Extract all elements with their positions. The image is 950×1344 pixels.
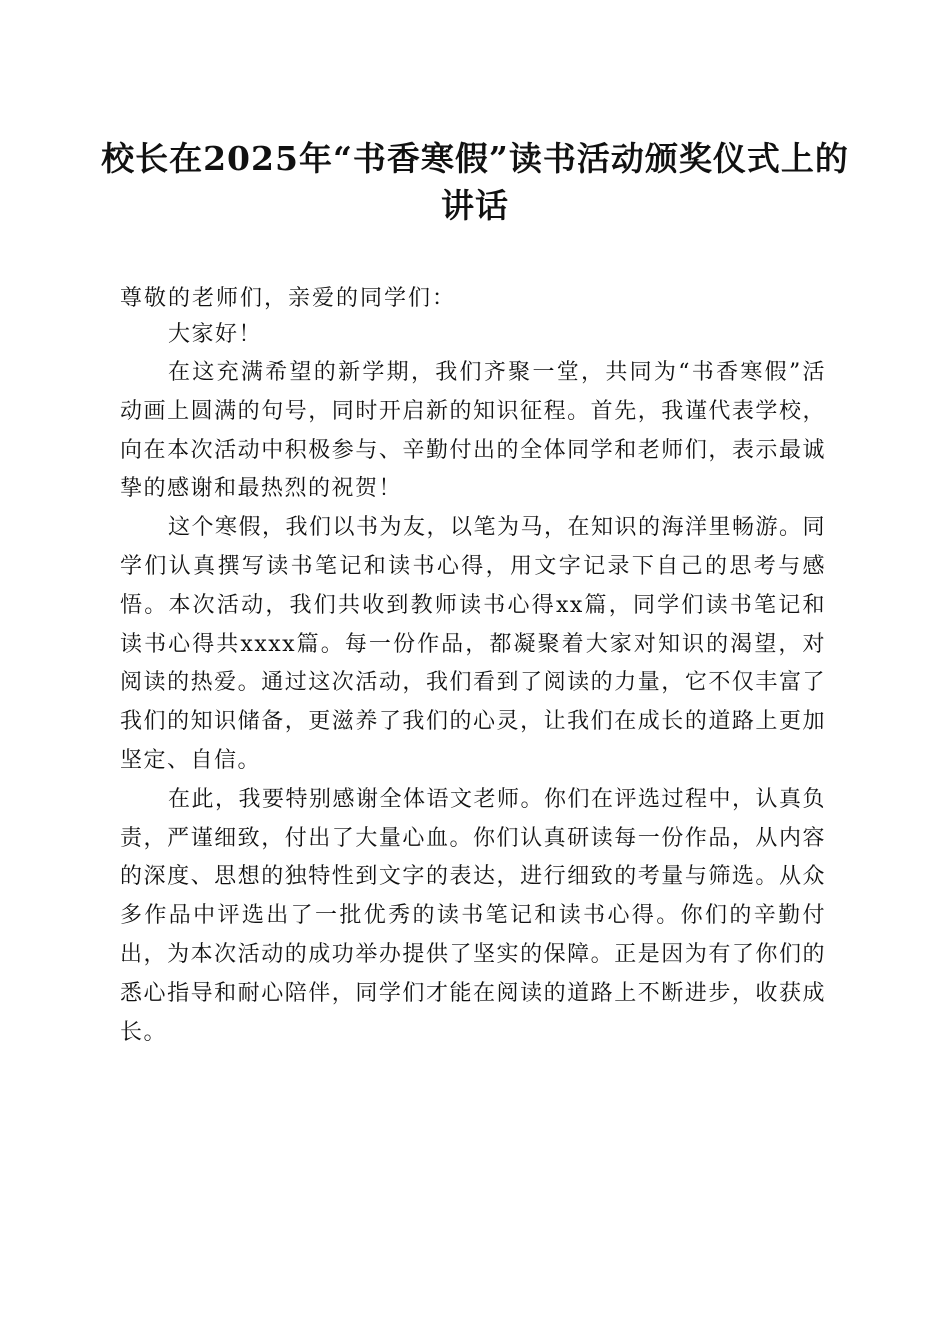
paragraph-1: 在这充满希望的新学期，我们齐聚一堂，共同为“书香寒假”活动画上圆满的句号，同时开启新的知识征程。首先，我谨代表学校，向在本次活动中积极参与、辛勤付出的全体同学和老师们，表示最诚挚的感谢和最热烈的祝贺！	[120, 360, 826, 502]
salutation: 尊敬的老师们，亲爱的同学们：	[120, 286, 457, 311]
paragraph-2: 这个寒假，我们以书为友，以笔为马，在知识的海洋里畅游。同学们认真撰写读书笔记和读书心得，用文字记录下自己的思考与感悟。本次活动，我们共收到教师读书心得xx篇，同学们读书笔记和读书心得共xxxx篇。每一份作品，都凝聚着大家对知识的渴望，对阅读的热爱。通过这次活动，我们看到了阅读的力量，它不仅丰富了我们的知识储备，更滋养了我们的心灵，让我们在成长的道路上更加坚定、自信。	[120, 515, 827, 773]
page-title: 校长在2025年“书香寒假”读书活动颁奖仪式上的讲话	[101, 139, 849, 225]
greeting: 大家好！	[168, 322, 263, 347]
speech-body	[120, 282, 826, 1052]
paragraph-3: 在此，我要特别感谢全体语文老师。你们在评选过程中，认真负责，严谨细致，付出了大量心血。你们认真研读每一份作品，从内容的深度、思想的独特性到文字的表达，进行细致的考量与筛选。从众多作品中评选出了一批优秀的读书笔记和读书心得。你们的辛勤付出，为本次活动的成功举办提供了坚实的保障。正是因为有了你们的悉心指导和耐心陪伴，同学们才能在阅读的道路上不断进步，收获成长。	[120, 786, 827, 1045]
